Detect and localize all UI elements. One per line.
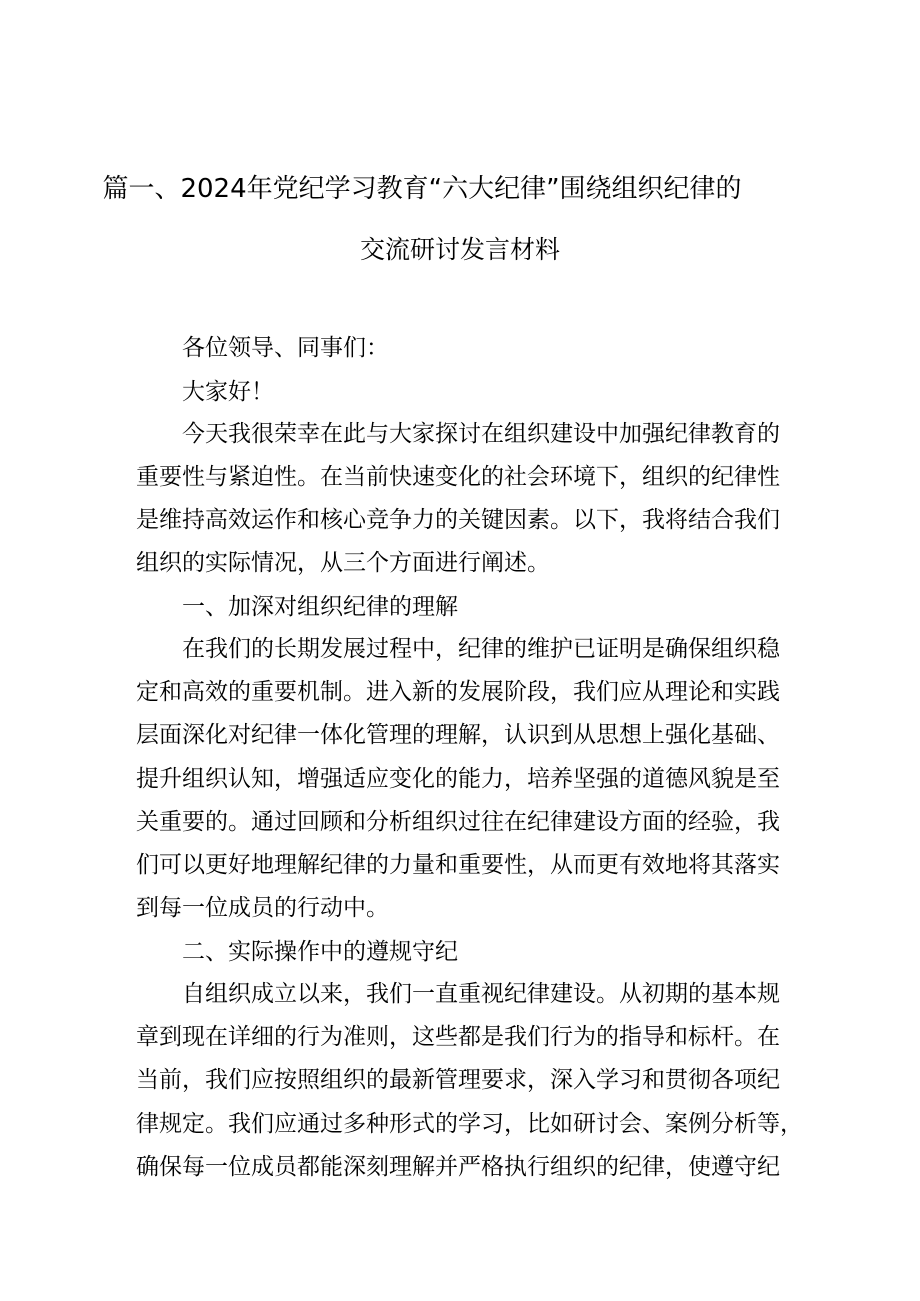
paragraph-line: 定和高效的重要机制。进入新的发展阶段，我们应从理论和实践 bbox=[136, 679, 780, 705]
paragraph-line: 们可以更好地理解纪律的力量和重要性，从而更有效地将其落实 bbox=[136, 852, 780, 878]
paragraph-line: 当前，我们应按照组织的最新管理要求，深入学习和贯彻各项纪 bbox=[136, 1067, 780, 1093]
paragraph-line: 组织的实际情况，从三个方面进行阐述。 bbox=[136, 550, 550, 576]
paragraph-line: 今天我很荣幸在此与大家探讨在组织建设中加强纪律教育的 bbox=[182, 421, 780, 447]
document-title-line-1: 篇一、2024年党纪学习教育“六大纪律”围绕组织纪律的 bbox=[102, 174, 742, 204]
paragraph-line: 在我们的长期发展过程中，纪律的维护已证明是确保组织稳 bbox=[182, 636, 780, 662]
paragraph-line: 章到现在详细的行为准则，这些都是我们行为的指导和标杆。在 bbox=[136, 1024, 780, 1050]
document-title-line-2: 交流研讨发言材料 bbox=[359, 235, 560, 264]
salutation: 各位领导、同事们： bbox=[182, 335, 389, 361]
paragraph-line: 自组织成立以来，我们一直重视纪律建设。从初期的基本规 bbox=[182, 981, 780, 1007]
paragraph-line: 律规定。我们应通过多种形式的学习，比如研讨会、案例分析等， bbox=[136, 1111, 803, 1137]
paragraph-line: 确保每一位成员都能深刻理解并严格执行组织的纪律，使遵守纪 bbox=[136, 1154, 780, 1180]
section-heading-2: 二、实际操作中的遵规守纪 bbox=[182, 939, 458, 965]
paragraph-line: 提升组织认知，增强适应变化的能力，培养坚强的道德风貌是至 bbox=[136, 766, 780, 792]
greeting: 大家好！ bbox=[182, 379, 274, 405]
paragraph-line: 是维持高效运作和核心竞争力的关键因素。以下，我将结合我们 bbox=[136, 507, 780, 533]
paragraph-line: 关重要的。通过回顾和分析组织过往在纪律建设方面的经验，我 bbox=[136, 809, 780, 835]
paragraph-line: 层面深化对纪律一体化管理的理解，认识到从思想上强化基础、 bbox=[136, 722, 780, 748]
section-heading-1: 一、加深对组织纪律的理解 bbox=[182, 594, 458, 620]
paragraph-line: 重要性与紧迫性。在当前快速变化的社会环境下，组织的纪律性 bbox=[136, 464, 780, 490]
paragraph-line: 到每一位成员的行动中。 bbox=[136, 895, 389, 921]
